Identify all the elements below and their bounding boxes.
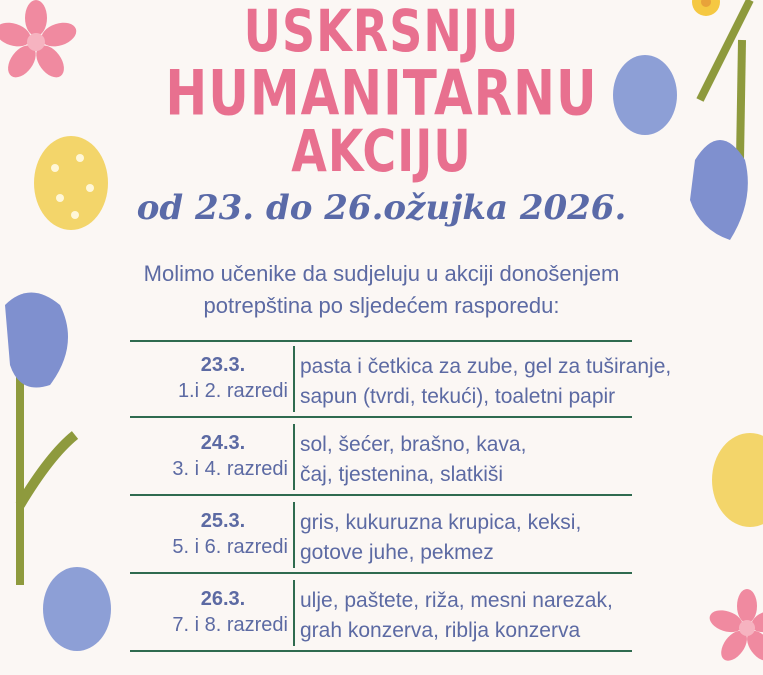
items-line-1: sol, šećer, brašno, kava, (300, 433, 527, 456)
items-line-2: čaj, tjestenina, slatkiši (300, 463, 504, 486)
title-line-1: USKRSNJU (243, 0, 520, 65)
row-day (130, 508, 288, 560)
row-grades: 7. i 8. razredi (172, 614, 288, 636)
row-date: 25.3. (200, 510, 246, 532)
row-items (300, 508, 581, 568)
row-items (300, 352, 671, 412)
blue-egg-icon (40, 564, 115, 654)
schedule-row (130, 418, 632, 496)
pink-flower-icon (705, 580, 763, 675)
items-line-1: gris, kukuruzna krupica, keksi, (300, 511, 582, 534)
tulip-icon (0, 285, 90, 585)
row-day (130, 352, 288, 404)
items-line-2: sapun (tvrdi, tekući), toaletni papir (300, 385, 616, 408)
items-line-2: grah konzerva, riblja konzerva (300, 619, 581, 642)
row-date: 23.3. (200, 354, 246, 376)
row-day (130, 430, 288, 482)
row-grades: 3. i 4. razredi (172, 458, 288, 480)
schedule-row (130, 340, 672, 418)
intro-line-1: Molimo učenike da sudjeluju u akciji donošenjem (143, 261, 620, 286)
schedule-row (130, 574, 632, 652)
date-range: od 23. do 26.ožujka 2026. (136, 188, 627, 228)
schedule-table (130, 340, 672, 652)
yellow-egg-icon (708, 430, 763, 530)
items-line-1: ulje, paštete, riža, mesni narezak, (300, 589, 613, 612)
schedule-row (130, 496, 632, 574)
intro-line-2: potrepština po sljedećem rasporedu: (203, 293, 560, 318)
row-day (130, 586, 288, 638)
row-items (300, 430, 526, 490)
items-line-2: gotove juhe, pekmez (300, 541, 494, 564)
row-divider (130, 650, 632, 652)
column-divider (293, 502, 295, 568)
items-line-1: pasta i četkica za zube, gel za tuširanje, (300, 355, 672, 378)
row-items (300, 586, 613, 646)
title-line-2: HUMANITARNU (165, 56, 598, 130)
row-date: 26.3. (200, 588, 246, 610)
title-line-3: AKCIJU (291, 117, 472, 185)
row-grades: 1.i 2. razredi (177, 380, 288, 402)
row-grades: 5. i 6. razredi (172, 536, 288, 558)
column-divider (293, 580, 295, 646)
column-divider (293, 424, 295, 490)
column-divider (293, 346, 295, 412)
intro-text (0, 258, 763, 322)
row-date: 24.3. (200, 432, 246, 454)
